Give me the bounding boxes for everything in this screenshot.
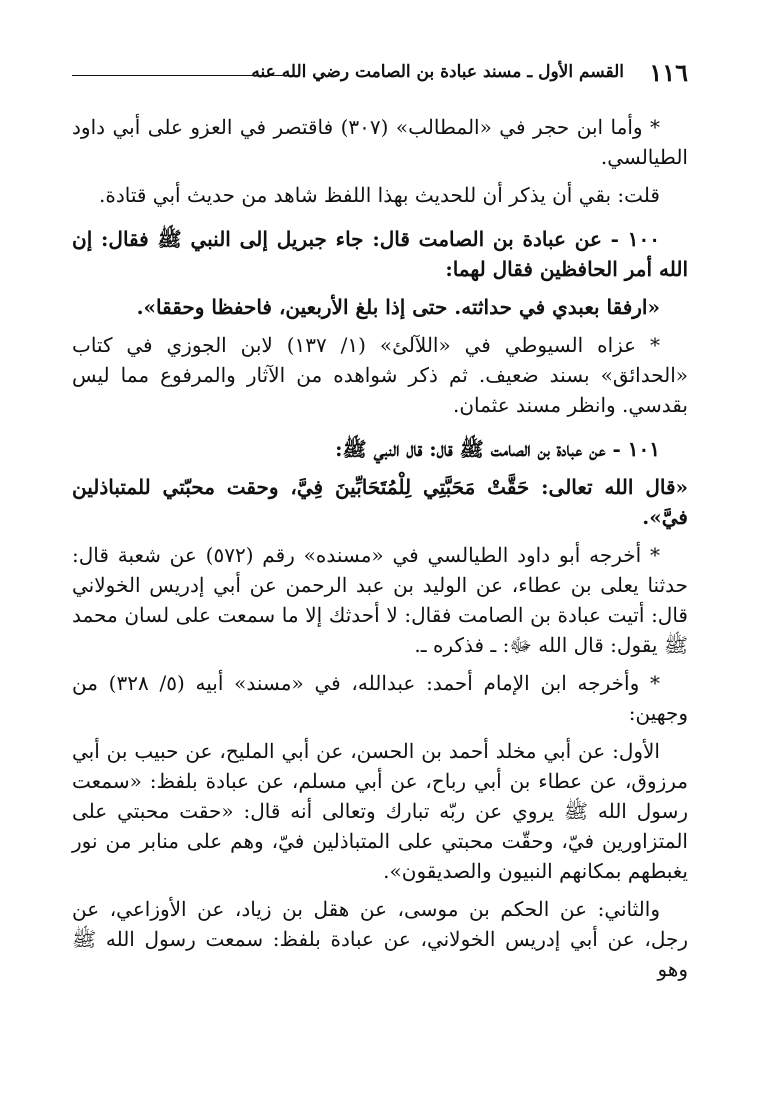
running-title: القسم الأول ـ مسند عبادة بن الصامت رضي الله عنه <box>251 62 624 82</box>
first-chain: الأول: عن أبي مخلد أحمد بن الحسن، عن أبي المليح، عن حبيب بن أبي مرزوق، عن عطاء بن أبي رباح، عن أبي مسلم، عن عبادة بلفظ: «سمعت رسول الله ﷺ يروي عن ربّه تبارك وتعالى أنه قال: «حقت محبتي على المتزاورين فيّ، وحقّت محبتي على المتباذلين فيّ، وهم على منابر من نور يغبطهم بمكانهم النبيون والصديقون». <box>72 739 688 883</box>
hadith-100-takhrij: * عزاه السيوطي في «اللآلئ» (١/ ١٣٧) لابن الجوزي في كتاب «الحدائق» بسند ضعيف. ثم ذكر شواهده من الآثار والمرفوع مما ليس بقدسي. وانظر مسند عثمان. <box>72 333 688 417</box>
header-rule <box>72 75 300 76</box>
hadith-101-text: «قال الله تعالى: حَقَّتْ مَحَبَّتِي لِلْمُتَحَابِّينَ فِيَّ، وحقت محبّتي للمتباذلين فيَّ». <box>72 475 689 529</box>
hadith-101-takhrij-ahmad: * وأخرجه ابن الإمام أحمد: عبدالله، في «مسند» أبيه (٥/ ٣٢٨) من وجهين: <box>72 671 688 725</box>
hadith-100-heading: ١٠٠ - عن عبادة بن الصامت قال: جاء جبريل إلى النبي ﷺ فقال: إن الله أمر الحافظين فقال لهما: <box>72 227 688 281</box>
paragraph-ibn-hajar-note: * وأما ابن حجر في «المطالب» (٣٠٧) فاقتصر في العزو على أبي داود الطيالسي. <box>72 115 688 169</box>
second-chain: والثاني: عن الحكم بن موسى، عن هقل بن زياد، عن الأوزاعي، عن رجل، عن أبي إدريس الخولاني، عن عبادة بلفظ: سمعت رسول الله ﷺ وهو <box>72 897 688 981</box>
hadith-101-heading: ١٠١ - عن عبادة بن الصامت ﷺ قال: قال النبي ﷺ: <box>335 437 660 461</box>
page-body <box>72 112 688 984</box>
page-header <box>72 58 688 92</box>
hadith-101-takhrij-tayalisi: * أخرجه أبو داود الطيالسي في «مسنده» رقم (٥٧٢) عن شعبة قال: حدثنا يعلى بن عطاء، عن الوليد بن عبد الرحمن عن أبي إدريس الخولاني قال: أتيت عبادة بن الصامت فقال: لا أحدثك إلا ما سمعت على لسان محمد ﷺ يقول: قال الله ﷻ: ـ فذكره ـ. <box>72 543 688 657</box>
hadith-100-text: «ارفقا بعبدي في حداثته. حتى إذا بلغ الأربعين، فاحفظا وحققا». <box>136 295 660 319</box>
paragraph-author-remark: قلت: بقي أن يذكر أن للحديث بهذا اللفظ شاهد من حديث أبي قتادة. <box>99 183 660 207</box>
page-number: ١١٦ <box>649 58 688 87</box>
